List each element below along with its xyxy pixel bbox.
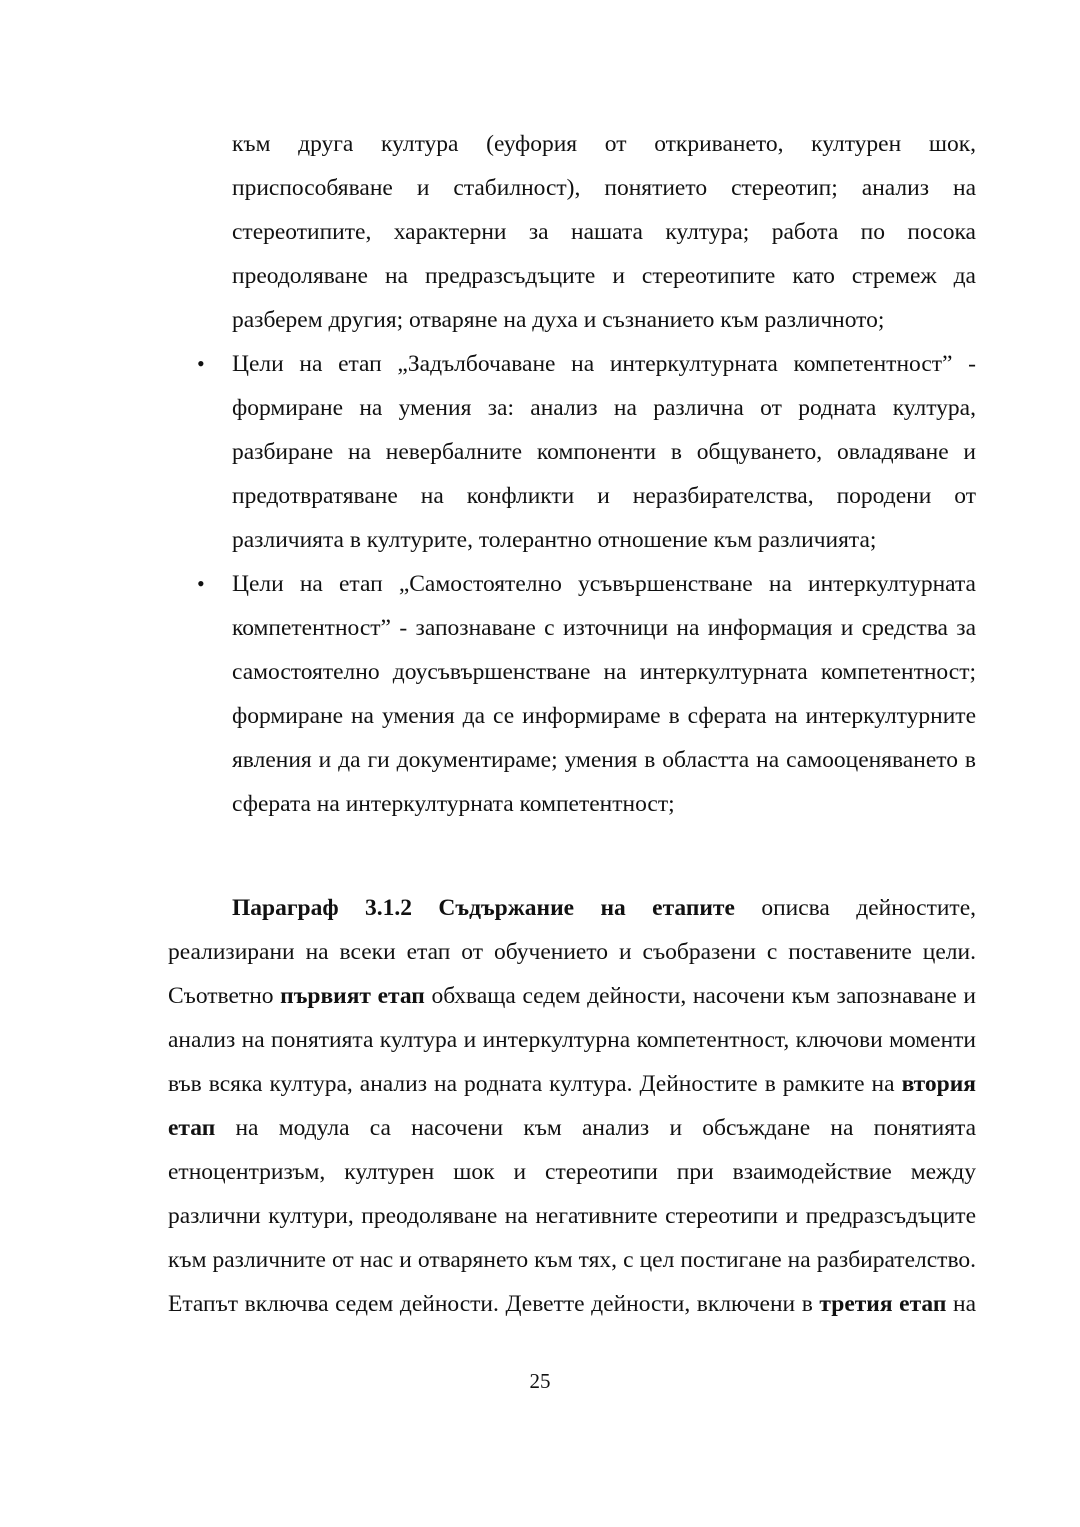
body-paragraph-stages-content (168, 886, 976, 1326)
bullet-item-self-improvement-goals (197, 562, 976, 826)
text-segment: на (946, 1291, 976, 1317)
text-segment: описва дейностите, реализирани на всеки етап от обучението и съобразени с поставените цели. Съответно (168, 895, 976, 1009)
bullet-text: Цели на етап „Задълбочаване на интеркултурната компетентност” - формиране на умения за: анализ на различна от родната култура, разбиране на невербалните компоненти в общуването, овладяване и предотвратяване на конфликти и неразбирателства, породени от различията в културите, толерантно отношение към различията; (232, 351, 976, 553)
text-segment: на модула са насочени към анализ и обсъждане на понятията етноцентризъм, културен шок и стереотипи при взаимодействие между различни култури, преодоляване на негативните стереотипи и предразсъдъците към различните от нас и отварянето към тях, с цел постигане на разбирателство. Етапът включва седем дейности. Деветте дейности, включени в (168, 1115, 976, 1317)
text-segment: обхваща седем дейности, насочени към запознаване и анализ на понятията култура и интеркултурна компетентност, ключови моменти във всяка култура, анализ на родната култура. Дейностите в рамките на (168, 983, 976, 1097)
section-heading: Параграф 3.1.2 Съдържание на етапите (232, 895, 735, 921)
bullet-item-deepening-goals (197, 342, 976, 562)
page-number: 25 (529, 1369, 551, 1393)
continuation-paragraph: към друга култура (еуфория от откриването, културен шок, приспособяване и стабилност), понятието стереотип; анализ на стереотипите, характерни за нашата култура; работа по посока преодоляване на предразсъдъците и стереотипите като стремеж да разберем другия; отваряне на духа и съзнанието към различното; (232, 131, 976, 333)
bold-term-first-stage: първият етап (280, 983, 425, 1009)
bullet-marker: • (197, 571, 205, 596)
bold-term-second-stage: втория етап (168, 1071, 976, 1141)
bullet-text: Цели на етап „Самостоятелно усъвършенстване на интеркултурната компетентност” - запознаване с източници на информация и средства за самостоятелно доусъвършенстване на интеркултурната компетентност; формиране на умения да се информираме в сферата на интеркултурните явления и да ги документираме; умения в областта на самооценяването в сферата на интеркултурната компетентност; (232, 571, 976, 817)
bullet-marker: • (197, 351, 205, 376)
bold-term-third-stage: третия етап (819, 1291, 947, 1317)
